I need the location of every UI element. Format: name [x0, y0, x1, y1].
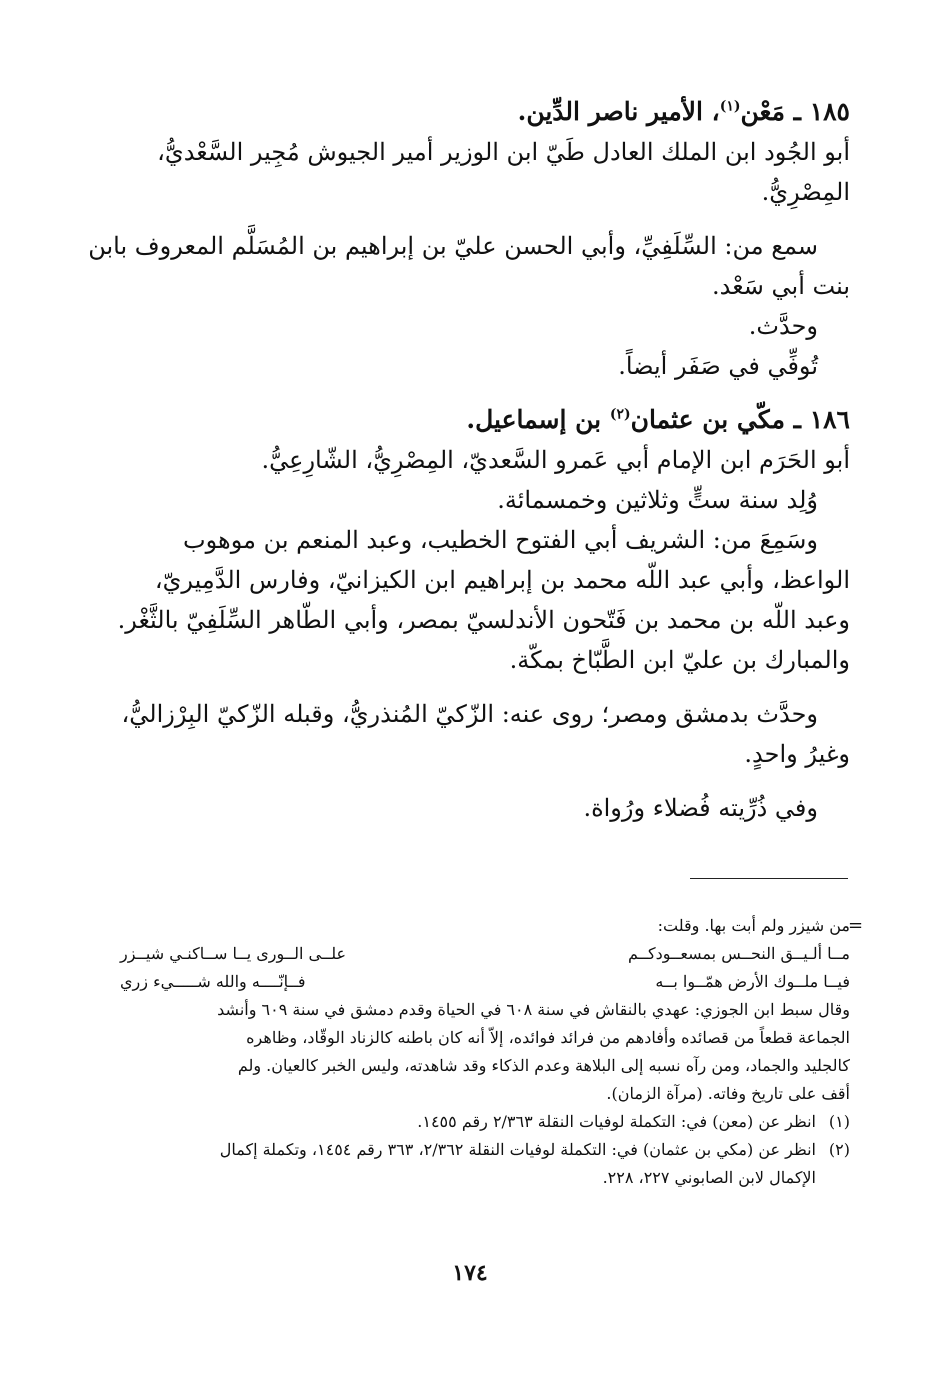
continuation-mark: =	[848, 915, 864, 936]
entry-186-title-rest: بن إسماعيل.	[466, 405, 610, 434]
poem-hemistich: علــى الــورى يــا ســاكنـي شيــزر	[120, 944, 347, 963]
footnote-text: انظر عن (معن) في: التكملة لوفيات النقلة ٢/٣٦٣ رقم ١٤٥٥.	[417, 1112, 816, 1131]
footnote-2	[110, 1136, 850, 1164]
entry-185-line: وحدَّث.	[748, 312, 818, 340]
poem-hemistich: فيــا ملــوك الأرض همّــوا بــه	[655, 972, 850, 991]
entry-185-heading	[110, 92, 850, 132]
entry-186-line: والمبارك بن عليّ ابن الطَّبّاخ بمكّة.	[509, 646, 850, 674]
note-line: الجماعة قطعاً من قصائده وأفادهم من فرائد فوائده، إلاّ أنه كان باطنه كالزناد الوقّاد، وظاهره	[246, 1028, 850, 1047]
entry-186-line: وعبد اللّه بن محمد بن فَتّحون الأندلسيّ بمصر، وأبي الطّاهر السِّلَفِيّ بالثَّغْر.	[117, 606, 850, 634]
entry-186-heading	[110, 400, 850, 440]
poem-verse	[110, 940, 850, 968]
footnote-number: (١)	[828, 1112, 850, 1131]
footnotes	[110, 912, 850, 1192]
entry-185-line: سمع من: السِّلَفِيِّ، وأبي الحسن عليّ بن إبراهيم بن المُسَلَّم المعروف بابن	[88, 232, 818, 260]
note-line: كالجليد والجماد، ومن رآه نسبه إلى البلاهة وعدم الذكاء وقد شاهدته، وليس الخبر كالعيان. ولم	[237, 1056, 850, 1075]
entry-186-line: الواعظ، وأبي عبد اللّه محمد بن إبراهيم ابن الكيزانيّ، وفارس الدَّمِيريّ،	[154, 566, 850, 594]
entry-186-title: ١٨٦ ـ مكّي بن عثمان	[630, 405, 850, 434]
page-number: ١٧٤	[452, 1260, 488, 1286]
note-intro: من شيزر ولم أبت بها. وقلت:	[657, 916, 850, 935]
footnote-text: انظر عن (مكي بن عثمان) في: التكملة لوفيات النقلة ٢/٣٦٢، ٣٦٣ رقم ١٤٥٤، وتكملة إكمال	[219, 1140, 816, 1159]
footnote-text: الإكمال لابن الصابوني ٢٢٧، ٢٢٨.	[602, 1168, 816, 1187]
footnote-ref-2: (٢)	[609, 406, 631, 423]
footnote-1	[110, 1108, 850, 1136]
note-line: وقال سبط ابن الجوزي: عهدي بالنقاش في سنة ٦٠٨ في الحياة وقدم دمشق في سنة ٦٠٩ وأنشد	[217, 1000, 850, 1019]
poem-verse	[110, 968, 850, 996]
entry-186-line: وحدَّث بدمشق ومصر؛ روى عنه: الزّكيّ المُنذريُّ، وقبله الزّكيّ البِرْزاليُّ،	[121, 700, 818, 728]
entry-186-line: وفي ذُرِّيته فُضلاء ورُواة.	[583, 794, 818, 822]
note-line: أقف على تاريخ وفاته. (مرآة الزمان).	[606, 1084, 850, 1103]
entry-185-title: ١٨٥ ـ مَعْن	[740, 97, 850, 126]
footnote-2-continued	[110, 1164, 850, 1192]
footnote-separator	[690, 878, 848, 879]
entry-186-line: وغيرُ واحدٍ.	[744, 740, 850, 768]
footnote-number: (٢)	[828, 1140, 850, 1159]
entry-185-line: تُوفِّي في صَفَر أيضاً.	[618, 352, 818, 380]
poem-hemistich: مــا ألـيــق النحــس بمسعــودكــم	[628, 944, 850, 963]
entry-186-line: وسَمِعَ من: الشريف أبي الفتوح الخطيب، وعبد المنعم بن موهوب	[183, 526, 818, 554]
poem-hemistich: فــإنّــــه والله شـــــيء زري	[120, 972, 306, 991]
entry-186-line: وُلِد سنة ستٍّ وثلاثين وخمسمائة.	[497, 486, 818, 514]
entry-185-title-rest: ، الأمير ناصر الدِّين.	[517, 97, 720, 126]
main-text	[88, 92, 850, 828]
entry-185-line: بنت أبي سَعْد.	[711, 272, 850, 300]
entry-185-line: المِصْرِيُّ.	[761, 178, 850, 206]
footnote-ref-1: (١)	[719, 98, 741, 115]
entry-186-line: أبو الحَرَم ابن الإمام أبي عَمرو السَّعديّ، المِصْرِيُّ، الشّارِعِيُّ.	[261, 446, 850, 474]
entry-185-line: أبو الجُود ابن الملك العادل طَيّ ابن الوزير أمير الجيوش مُجِير السَّعْديُّ،	[157, 138, 850, 166]
